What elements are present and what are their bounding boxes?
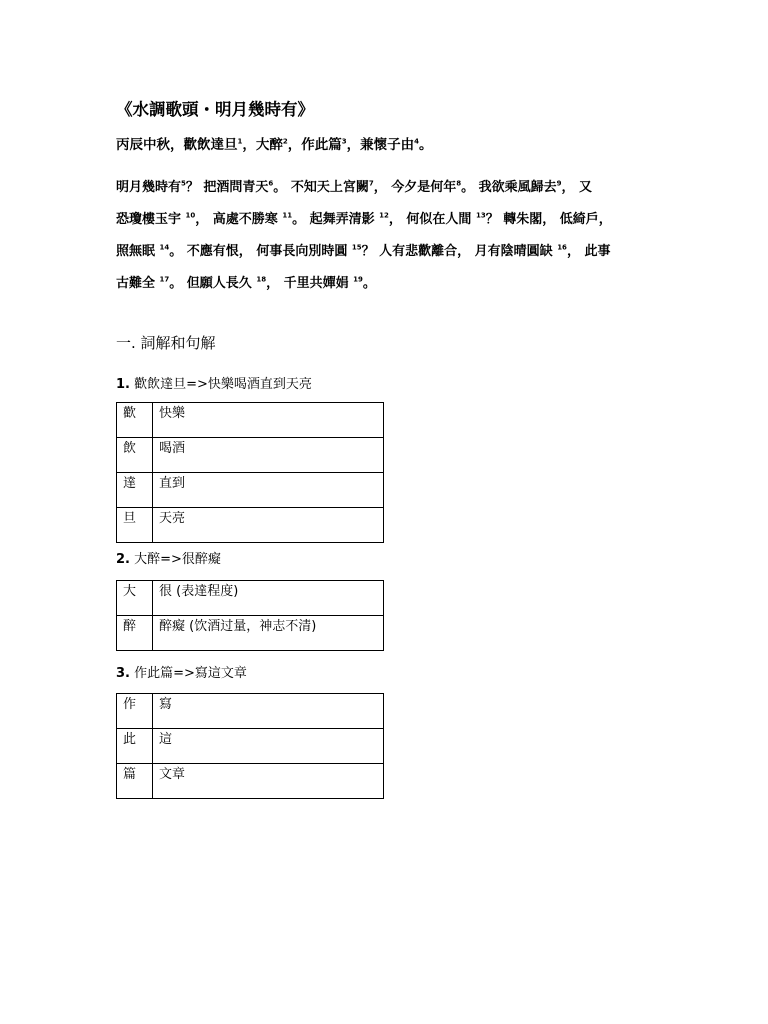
term-cell: 達 (117, 473, 153, 508)
footnote-marker: 1 (237, 137, 243, 146)
footnote-marker: 4 (414, 137, 419, 146)
meaning-cell: 天亮 (153, 508, 384, 543)
table-row (117, 694, 384, 729)
text-run: ，兼懷子由 (346, 137, 415, 153)
footnote-marker: 6 (268, 179, 274, 188)
term-cell: 此 (117, 729, 153, 764)
footnote-marker: 9 (556, 179, 562, 188)
footnote-marker: 14 (159, 243, 170, 252)
footnote-marker: 18 (256, 275, 267, 284)
footnote-marker: 17 (159, 275, 170, 284)
text-run: ， 今夕是何年 (373, 180, 457, 195)
text-run: ， 此事 (566, 244, 611, 259)
table-row (117, 473, 384, 508)
text-run: 。 不應有恨， 何事長向別時圓 (169, 244, 352, 259)
footnote-marker: 19 (353, 275, 363, 284)
table-row (117, 403, 384, 438)
meaning-cell: 直到 (153, 473, 384, 508)
meaning-cell: 寫 (153, 694, 384, 729)
poem-title: 《水調歌頭・明月幾時有》 (116, 100, 314, 119)
poem-preface (116, 133, 433, 153)
glossary-table-2 (116, 580, 384, 651)
footnote-marker: 13 (475, 211, 486, 220)
meaning-cell: 快樂 (153, 403, 384, 438)
term-cell: 歡 (117, 403, 153, 438)
table-row (117, 438, 384, 473)
item-heading-2 (116, 548, 221, 567)
text-run: ， 高處不勝寒 (195, 212, 283, 227)
term-cell: 醉 (117, 616, 153, 651)
footnote-marker: 16 (557, 243, 567, 252)
meaning-cell: 喝酒 (153, 438, 384, 473)
text-run: 明月幾時有 (116, 180, 182, 195)
glossary-table-3 (116, 693, 384, 799)
text-run: ？ 轉朱閣， 低綺戶， (485, 212, 612, 227)
text-run: 。 我欲乘風歸去 (461, 180, 557, 195)
footnote-marker: 8 (456, 179, 462, 188)
footnote-marker: 15 (351, 243, 362, 252)
item-heading-1 (116, 373, 312, 392)
item-number: 2. (116, 552, 130, 567)
poem-line (116, 240, 610, 259)
term-cell: 飲 (117, 438, 153, 473)
section-heading: 一. 詞解和句解 (116, 334, 216, 352)
footnote-marker: 12 (379, 211, 389, 220)
meaning-cell: 這 (153, 729, 384, 764)
text-run: 。 (362, 276, 376, 291)
table-row (117, 581, 384, 616)
text-run: ？ 把酒問青天 (185, 180, 269, 195)
text-run: ，大醉 (242, 137, 283, 153)
text-run: ， 千里共嬋娟 (266, 276, 354, 291)
footnote-marker: 5 (181, 179, 186, 188)
text-run: 。 (419, 137, 433, 153)
text-run: 。 但願人長久 (169, 276, 257, 291)
item-heading-3 (116, 662, 247, 681)
text-run: 照無眠 (116, 244, 160, 259)
item-text: 歡飲達旦=>快樂喝酒直到天亮 (129, 377, 312, 392)
glossary-table-1 (116, 402, 384, 543)
meaning-cell: 很 (表達程度) (153, 581, 384, 616)
term-cell: 大 (117, 581, 153, 616)
item-text: 作此篇=>寫這文章 (129, 666, 247, 681)
text-run: 。 不知天上宮闕 (273, 180, 369, 195)
poem-line (116, 272, 376, 291)
footnote-marker: 10 (185, 211, 196, 220)
table-row (117, 616, 384, 651)
meaning-cell: 醉癡 (饮酒过量，神志不清) (153, 616, 384, 651)
item-number: 1. (116, 377, 130, 392)
table-row (117, 508, 384, 543)
footnote-marker: 2 (282, 137, 288, 146)
term-cell: 篇 (117, 764, 153, 799)
text-run: ， 何似在人間 (388, 212, 476, 227)
footnote-marker: 11 (282, 211, 293, 220)
poem-line (116, 176, 592, 195)
text-run: 。 起舞弄清影 (292, 212, 380, 227)
footnote-marker: 3 (341, 137, 347, 146)
item-number: 3. (116, 666, 130, 681)
text-run: ，作此篇 (287, 137, 342, 153)
text-run: 恐瓊樓玉宇 (116, 212, 186, 227)
table-row (117, 764, 384, 799)
text-run: ？ 人有悲歡離合， 月有陰晴圓缺 (361, 244, 558, 259)
poem-line (116, 208, 612, 227)
table-row (117, 729, 384, 764)
text-run: 丙辰中秋，歡飲達旦 (116, 137, 238, 153)
text-run: 古難全 (116, 276, 160, 291)
text-run: ， 又 (561, 180, 593, 195)
term-cell: 旦 (117, 508, 153, 543)
term-cell: 作 (117, 694, 153, 729)
meaning-cell: 文章 (153, 764, 384, 799)
footnote-marker: 7 (368, 179, 374, 188)
item-text: 大醉=>很醉癡 (129, 552, 221, 567)
